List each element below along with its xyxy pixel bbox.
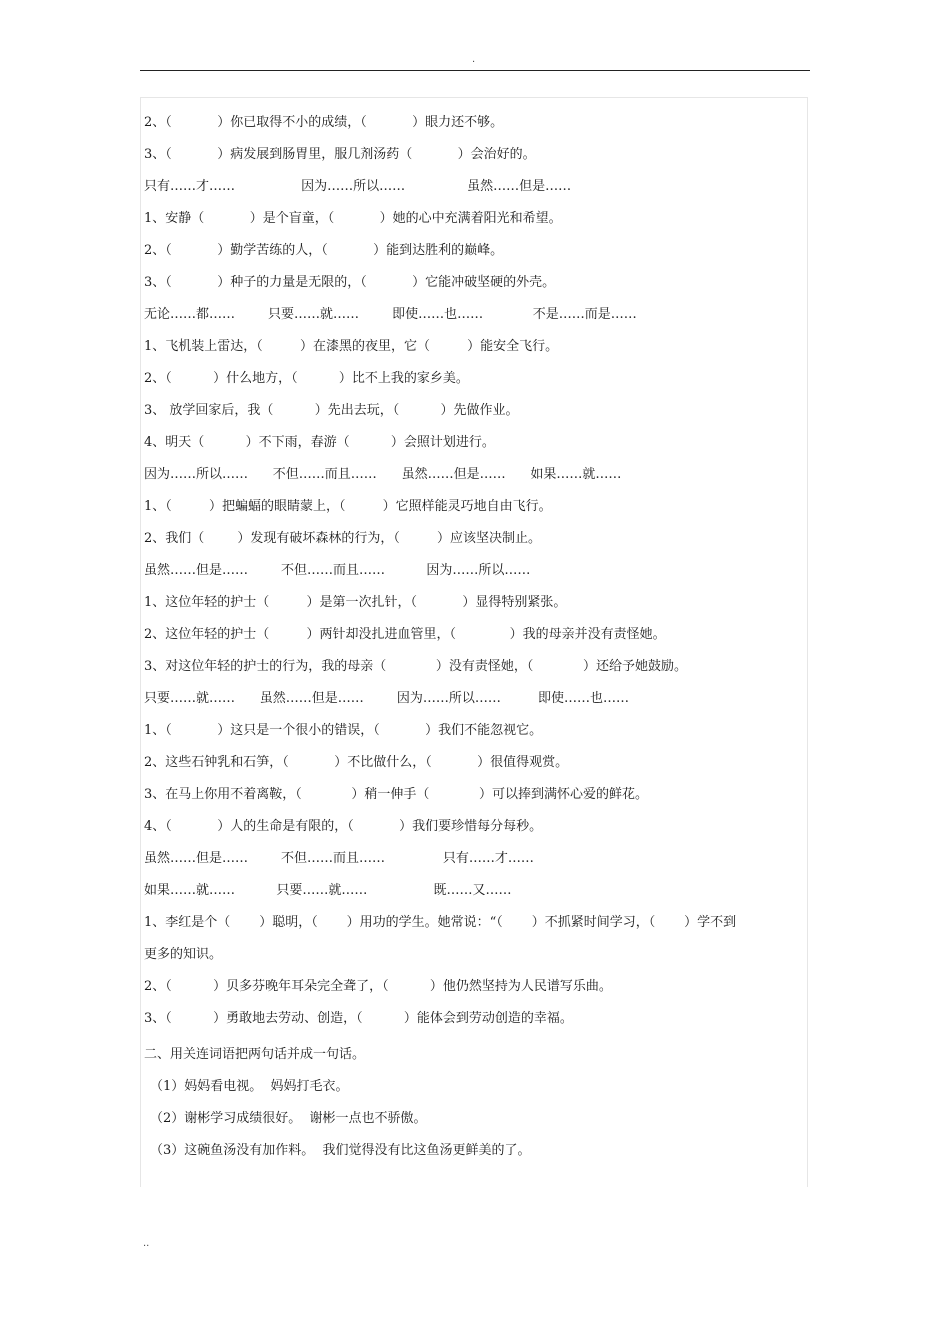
exercise-line: 4、明天（ ）不下雨，春游（ ）会照计划进行。 xyxy=(144,435,495,450)
combine-sentence-item: （1）妈妈看电视。 妈妈打毛衣。 xyxy=(150,1079,349,1094)
conjunction-options: 无论……都…… 只要……就…… 即使……也…… 不是……而是…… xyxy=(144,307,637,322)
exercise-line: 2、（ ）什么地方，（ ）比不上我的家乡美。 xyxy=(144,371,469,386)
exercise-line: 2、（ ）你已取得不小的成绩，（ ）眼力还不够。 xyxy=(144,115,504,130)
exercise-lines xyxy=(144,113,808,1173)
exercise-line: 4、（ ）人的生命是有限的，（ ）我们要珍惜每分每秒。 xyxy=(144,819,543,834)
header-mark: . xyxy=(472,54,476,65)
conjunction-options: 只有……才…… 因为……所以…… 虽然……但是…… xyxy=(144,179,572,194)
exercise-line: 3、（ ）病发展到肠胃里，服几剂汤药（ ）会治好的。 xyxy=(144,147,536,162)
header-rule xyxy=(140,70,810,71)
exercise-line: 2、（ ）勤学苦练的人，（ ）能到达胜利的巅峰。 xyxy=(144,243,504,258)
exercise-line: 1、安静（ ）是个盲童，（ ）她的心中充满着阳光和希望。 xyxy=(144,211,562,226)
exercise-line: 1、（ ）这只是一个很小的错误，（ ）我们不能忽视它。 xyxy=(144,723,543,738)
exercise-line: 2、这位年轻的护士（ ）两针却没扎进血管里，（ ）我的母亲并没有责怪她。 xyxy=(144,627,666,642)
conjunction-options: 虽然……但是…… 不但……而且…… 因为……所以…… xyxy=(144,563,531,578)
exercise-line: 1、（ ）把蝙蝠的眼睛蒙上，（ ）它照样能灵巧地自由飞行。 xyxy=(144,499,552,514)
conjunction-options: 只要……就…… 虽然……但是…… 因为……所以…… 即使……也…… xyxy=(144,691,630,706)
footer-mark: .. xyxy=(143,1238,150,1249)
exercise-line: 3、（ ）种子的力量是无限的，（ ）它能冲破坚硬的外壳。 xyxy=(144,275,556,290)
section-heading: 二、用关连词语把两句话并成一句话。 xyxy=(144,1047,366,1062)
exercise-line: 1、这位年轻的护士（ ）是第一次扎针，（ ）显得特别紧张。 xyxy=(144,595,567,610)
exercise-line: 2、这些石钟乳和石笋，（ ）不比做什么，（ ）很值得观赏。 xyxy=(144,755,569,770)
conjunction-options: 如果……就…… 只要……就…… 既……又…… xyxy=(144,883,512,898)
exercise-line: 3、 放学回家后，我（ ）先出去玩，（ ）先做作业。 xyxy=(144,403,519,418)
exercise-line: 3、对这位年轻的护士的行为，我的母亲（ ）没有责怪她，（ ）还给予她鼓励。 xyxy=(144,659,687,674)
conjunction-options: 虽然……但是…… 不但……而且…… 只有……才…… xyxy=(144,851,534,866)
exercise-line: 1、李红是个（ ）聪明，（ ）用功的学生。她常说：“（ ）不抓紧时间学习，（ ）学不到 xyxy=(144,915,737,930)
exercise-line: 3、在马上你用不着离鞍，（ ）稍一伸手（ ）可以捧到满怀心爱的鲜花。 xyxy=(144,787,648,802)
exercise-line: 2、我们（ ）发现有破坏森林的行为，（ ）应该坚决制止。 xyxy=(144,531,542,546)
combine-sentence-item: （3）这碗鱼汤没有加作料。 我们觉得没有比这鱼汤更鲜美的了。 xyxy=(150,1143,531,1158)
combine-sentence-item: （2）谢彬学习成绩很好。 谢彬一点也不骄傲。 xyxy=(150,1111,427,1126)
exercise-line: 1、飞机装上雷达，（ ）在漆黑的夜里，它（ ）能安全飞行。 xyxy=(144,339,559,354)
exercise-line: 3、（ ）勇敢地去劳动、创造，（ ）能体会到劳动创造的幸福。 xyxy=(144,1011,573,1026)
conjunction-options: 因为……所以…… 不但……而且…… 虽然……但是…… 如果……就…… xyxy=(144,467,622,482)
exercise-line: 2、（ ）贝多芬晚年耳朵完全聋了，（ ）他仍然坚持为人民谱写乐曲。 xyxy=(144,979,612,994)
exercise-line-continued: 更多的知识。 xyxy=(144,947,223,962)
